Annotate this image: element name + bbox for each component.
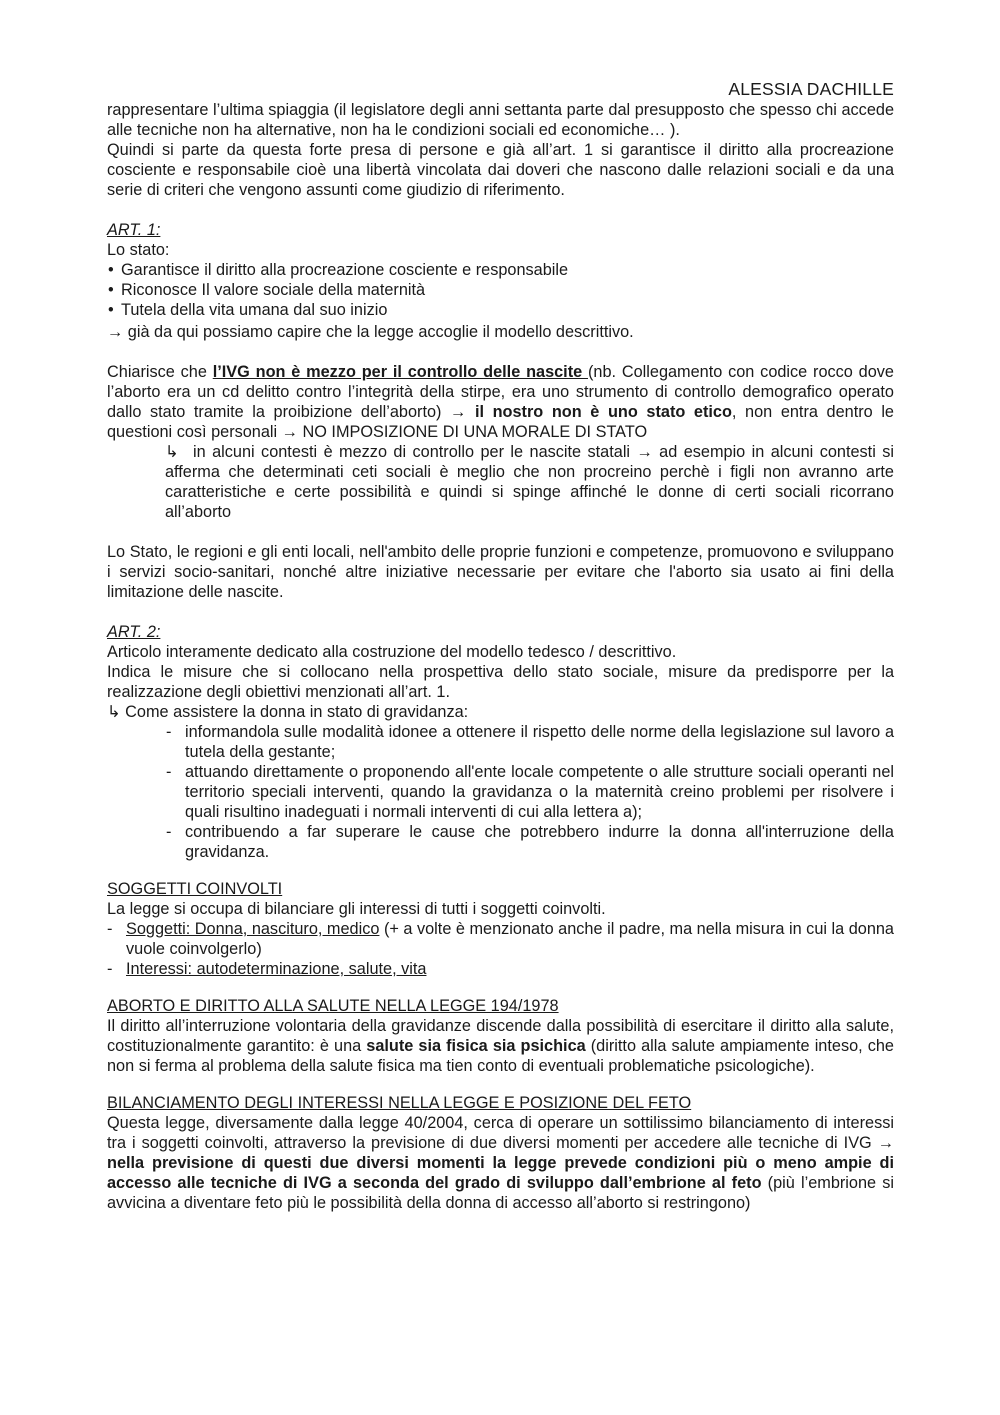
art2-dash-list [166,722,894,862]
intro-paragraph-1: rappresentare l’ultima spiaggia (il legislatore degli anni settanta parte dal presupposto che spesso chi accede alle tecniche non ha alternative, non ha le condizioni sociali ed economiche… ). [107,101,894,139]
list-item [166,822,894,862]
spacer [107,522,894,542]
aborto-paragraph [107,1016,894,1076]
list-item-text: attuando direttamente o proponendo all'ente locale competente o alle strutture sociali operanti nel territorio speciali interventi, quando la gravidanza o la maternità creino problemi per risolvere i quali risultino inadeguati i normali interventi di cui alla lettera a); [185,763,894,821]
aborto-heading: ABORTO E DIRITTO ALLA SALUTE NELLA LEGGE 194/1978 [107,997,559,1015]
soggetti-line-1: La legge si occupa di bilanciare gli interessi di tutti i soggetti coinvolti. [107,900,606,918]
soggetti-heading: SOGGETTI COINVOLTI [107,880,283,898]
salute-emphasis: salute sia fisica sia psichica [366,1037,586,1055]
art1-sub-note [165,442,894,522]
soggetti-dash-list [107,919,894,979]
art2-line-3: ↳ Come assistere la donna in stato di gravidanza: [107,703,469,721]
list-item [166,722,894,762]
spacer [107,979,894,996]
document-page [107,78,894,1213]
ivg-emphasis: l’IVG non è mezzo per il controllo delle nascite [212,363,588,381]
list-item [166,762,894,822]
spacer [107,342,894,362]
interessi-label: Interessi: autodeterminazione, salute, vita [126,960,427,978]
art2-heading [107,622,894,642]
dash-marker: - [166,823,172,841]
bilanciamento-heading: BILANCIAMENTO DEGLI INTERESSI NELLA LEGGE E POSIZIONE DEL FETO [107,1094,692,1112]
spacer [107,602,894,622]
art1-heading-text: ART. 1: [107,221,161,239]
text-run: (nb. Collegamento con codice rocco dove l’aborto era un cd delitto contro l’integrità della stirpe, era uno strumento di controllo demografico operato dallo stato tramite la proibizione dell’aborto) → [107,363,894,421]
stato-etico-emphasis: il nostro non è uno stato etico [474,403,732,421]
list-item [107,919,894,959]
art1-heading [107,220,894,240]
art1-intro: Lo stato: [107,241,170,259]
text-run: Chiarisce che [107,363,213,381]
list-item-text: contribuendo a far superare le cause che potrebbero indurre la donna all'interruzione della gravidanza. [185,823,894,861]
dash-marker: - [166,763,172,781]
hook-arrow-icon: ↳ [165,443,179,461]
text-run: Questa legge, diversamente dalla legge 40/2004, cerca di operare un sottilissimo bilanciamento di interessi tra i soggetti coinvolti, attraverso la previsione di due diversi momenti per accedere alle tecniche di IVG → [107,1114,894,1152]
text-run: , non entra dentro le questioni così personali → NO IMPOSIZIONE DI UNA MORALE DI STATO [107,403,894,441]
list-item: • Garantisce il diritto alla procreazione cosciente e responsabile [107,260,894,280]
spacer [107,200,894,220]
text-run: (più l’embrione si avvicina a diventare feto più le possibilità della donna di accesso all’aborto si restringono) [107,1174,894,1212]
art2-heading-text: ART. 2: [107,623,161,641]
list-item: • Tutela della vita umana dal suo inizio [107,300,894,320]
spacer [107,1076,894,1093]
art1-bullet-list [107,260,894,320]
art1-ivg-paragraph [107,362,894,442]
intro-paragraph-2: Quindi si parte da questa forte presa di persone e già all’art. 1 si garantisce il diritto alla procreazione cosciente e responsabile cioè una libertà vincolata dai doveri che nascono dalle relazioni sociali e da una serie di criteri che vengono assunti come giudizio di riferimento. [107,141,894,199]
art1-stato-paragraph: Lo Stato, le regioni e gli enti locali, nell'ambito delle proprie funzioni e competenze, promuovono e sviluppano i servizi socio-sanitari, nonché altre iniziative necessarie per evitare che l'aborto sia usato ai fini della limitazione delle nascite. [107,543,894,601]
text-run: (+ a volte è menzionato anche il padre, ma nella misura in cui la donna vuole coinvolgerlo) [126,920,894,958]
text-run: Il diritto all’interruzione volontaria della gravidanze discende dalla possibilità di esercitare il diritto alla salute, costituzionalmente garantito: è una [107,1017,894,1055]
dash-marker: - [107,960,113,978]
art2-line-2: Indica le misure che si collocano nella prospettiva dello stato sociale, misure da predisporre per la realizzazione degli obiettivi menzionati all’art. 1. [107,663,894,701]
momenti-emphasis: nella previsione di questi due diversi momenti la legge prevede condizioni più o meno ampie di accesso alle tecniche di IVG a seconda del grado di sviluppo dall’embrione al feto [107,1154,894,1192]
art1-arrow-line: → già da qui possiamo capire che la legge accoglie il modello descrittivo. [107,323,634,341]
list-item-text: informandola sulle modalità idonee a ottenere il rispetto delle norme della legislazione sul lavoro a tutela della gestante; [185,723,894,761]
dash-marker: - [166,723,172,741]
art1-sub-text: in alcuni contesti è mezzo di controllo per le nascite statali → ad esempio in alcuni contesti si afferma che determinati ceti sociali è meglio che non procreino perchè i figli non avranno arte caratteristiche e certe possibilità e quindi si spinge affinché le donne di certi sociali ricorrano all’aborto [165,443,894,521]
author-header: ALESSIA DACHILLE [728,79,894,99]
spacer [107,862,894,879]
list-item [107,959,894,979]
bilanciamento-paragraph [107,1113,894,1213]
dash-marker: - [107,920,113,938]
text-run: (diritto alla salute ampiamente inteso, che non si ferma al problema della salute fisica ma tien conto di eventuali problematiche psicologiche). [107,1037,894,1075]
art2-line-1: Articolo interamente dedicato alla costruzione del modello tedesco / descrittivo. [107,643,677,661]
list-item: • Riconosce Il valore sociale della maternità [107,280,894,300]
soggetti-label: Soggetti: Donna, nascituro, medico [126,920,380,938]
